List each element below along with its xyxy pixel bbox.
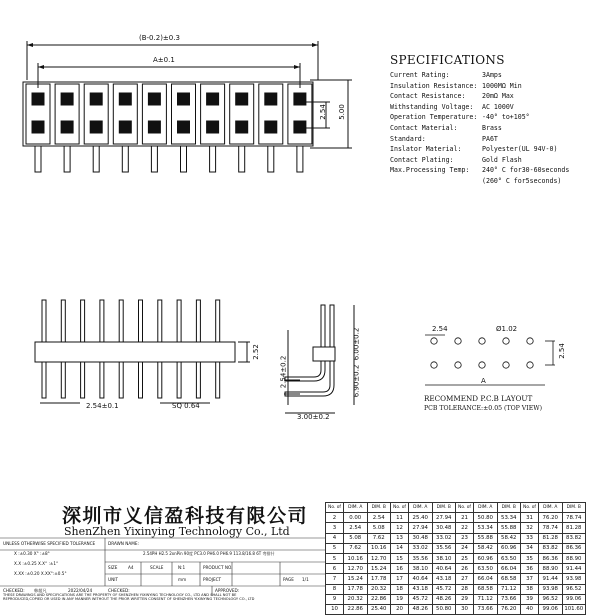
front-pin-lower <box>158 362 162 398</box>
table-cell: 76.20 <box>539 513 563 523</box>
pin-square <box>119 121 131 133</box>
side-lower-dim: 6.90±0.2 <box>352 364 361 398</box>
table-cell: 17.78 <box>344 584 368 594</box>
table-header-cell: DIM. A <box>474 503 498 513</box>
table-cell: 17 <box>391 574 409 584</box>
pcb-hole <box>431 362 437 368</box>
dimension-table <box>325 502 586 615</box>
front-pin-lower <box>100 362 104 398</box>
table-cell: 30.48 <box>409 533 433 543</box>
pin-square <box>148 121 160 133</box>
specifications-title: SPECIFICATIONS <box>390 53 505 67</box>
side-offset-dim: 3.00±0.2 <box>297 413 330 421</box>
page-value: 1/1 <box>302 577 309 582</box>
table-cell: 96.52 <box>539 594 563 604</box>
scale-value: N:1 <box>178 565 186 570</box>
table-cell: 73.66 <box>474 604 498 614</box>
front-pin-upper <box>177 300 181 342</box>
spec-label: Max.Processing Temp: <box>390 166 470 175</box>
pcb-hole <box>527 362 533 368</box>
pcb-row-pitch-dim: 2.54 <box>557 343 566 359</box>
pin-square <box>90 93 102 105</box>
table-cell: 2.54 <box>367 513 391 523</box>
table-cell: 99.06 <box>562 594 586 604</box>
table-cell: 53.34 <box>497 513 521 523</box>
table-cell: 38.10 <box>432 553 456 563</box>
pin-square <box>207 121 219 133</box>
pin-square <box>119 93 131 105</box>
front-pin-upper <box>61 300 65 342</box>
front-pin-lower <box>196 362 200 398</box>
table-cell: 30 <box>456 604 474 614</box>
table-cell: 55.88 <box>497 523 521 533</box>
pcb-hole <box>503 362 509 368</box>
approved-label: APPROVED: <box>215 588 240 593</box>
pin-square <box>294 121 306 133</box>
spec-value: Brass <box>482 123 502 132</box>
front-pin-lower <box>42 362 46 398</box>
table-cell: 29 <box>456 594 474 604</box>
table-cell: 0.00 <box>344 513 368 523</box>
spec-row <box>390 123 600 134</box>
table-cell: 5.08 <box>367 523 391 533</box>
table-cell: 31 <box>521 513 539 523</box>
tolerance-1: X :±0.30 X° :±8° <box>14 551 50 556</box>
spec-label: Insulation Resistance: <box>390 81 478 90</box>
drawn-name: 2.54PH H2.5 2xnPin 90度 PC3.0 PH6.0 PH6.9 113.8/16.8 6T 弯排针 <box>143 551 275 556</box>
table-cell: 27.94 <box>432 513 456 523</box>
table-cell: 45.72 <box>409 594 433 604</box>
spec-extra: (260° C for5seconds) <box>482 176 562 185</box>
checked-by: 韩超凡 <box>34 588 47 593</box>
table-cell: 78.74 <box>562 513 586 523</box>
table-cell: 33 <box>521 533 539 543</box>
table-cell: 15 <box>391 553 409 563</box>
table-cell: 12.70 <box>367 553 391 563</box>
table-cell: 10 <box>326 604 344 614</box>
spec-label: Standard: <box>390 134 426 143</box>
spec-value: Polyester(UL 94V-0) <box>482 145 558 154</box>
table-header-cell: No. of <box>391 503 409 513</box>
table-cell: 21 <box>456 513 474 523</box>
pcb-layout <box>425 335 555 385</box>
table-cell: 4 <box>326 533 344 543</box>
top-view <box>23 41 352 172</box>
front-pin-upper <box>81 300 85 342</box>
side-pitch-dim: 2.54±0.2 <box>279 355 288 389</box>
table-row <box>326 523 586 533</box>
spec-value: 240° C for30-60seconds <box>482 166 570 175</box>
table-cell: 48.26 <box>409 604 433 614</box>
table-cell: 15.24 <box>367 564 391 574</box>
pin-tail <box>297 146 303 172</box>
table-header-cell: DIM. A <box>344 503 368 513</box>
company-name-en: ShenZhen Yixinying Technology Co., Ltd <box>64 525 290 538</box>
pin-tail <box>93 146 99 172</box>
specifications-list <box>390 70 600 187</box>
front-pin-lower <box>61 362 65 398</box>
table-cell: 99.06 <box>539 604 563 614</box>
table-cell: 91.44 <box>562 564 586 574</box>
table-row <box>326 584 586 594</box>
table-row <box>326 604 586 614</box>
tolerance-2: X.X :±0.25 X.X° :±1° <box>14 561 59 566</box>
pcb-hole <box>479 362 485 368</box>
spec-row <box>390 134 600 145</box>
side-view <box>284 305 354 413</box>
front-pin-lower <box>139 362 143 398</box>
front-pitch-dim: 2.54±0.1 <box>86 402 119 410</box>
table-cell: 27.94 <box>409 523 433 533</box>
table-cell: 55.88 <box>474 533 498 543</box>
table-header-cell: No. of <box>326 503 344 513</box>
table-cell: 35 <box>521 553 539 563</box>
table-cell: 93.98 <box>539 584 563 594</box>
pin-square <box>178 121 190 133</box>
project-label: PROJECT <box>203 577 222 582</box>
front-pin-lower <box>216 362 220 398</box>
table-cell: 38 <box>521 584 539 594</box>
table-cell: 40.64 <box>409 574 433 584</box>
table-cell: 11 <box>391 513 409 523</box>
pin-square <box>294 93 306 105</box>
table-cell: 23 <box>456 533 474 543</box>
table-row <box>326 513 586 523</box>
table-cell: 50.80 <box>474 513 498 523</box>
pin-tail <box>122 146 128 172</box>
table-cell: 43.18 <box>432 574 456 584</box>
spec-label: Contact Material: <box>390 123 458 132</box>
table-cell: 5 <box>326 553 344 563</box>
pin-square <box>265 121 277 133</box>
table-cell: 12.70 <box>344 564 368 574</box>
pcb-caption: RECOMMEND P.C.B LAYOUT <box>424 394 533 403</box>
table-row <box>326 574 586 584</box>
pcb-hole <box>431 338 437 344</box>
table-header-cell: No. of <box>521 503 539 513</box>
pin-square <box>236 121 248 133</box>
pin-tail <box>210 146 216 172</box>
pin-tail <box>151 146 157 172</box>
table-cell: 66.04 <box>497 564 521 574</box>
table-cell: 25.40 <box>367 604 391 614</box>
pin-square <box>90 121 102 133</box>
front-pin-lower <box>177 362 181 398</box>
front-pin-upper <box>196 300 200 342</box>
table-cell: 40 <box>521 604 539 614</box>
table-cell: 96.52 <box>562 584 586 594</box>
table-cell: 50.80 <box>432 604 456 614</box>
table-cell: 66.04 <box>474 574 498 584</box>
front-pin-lower <box>81 362 85 398</box>
table-cell: 76.20 <box>497 604 521 614</box>
table-cell: 27 <box>456 574 474 584</box>
table-cell: 63.50 <box>474 564 498 574</box>
table-cell: 81.28 <box>562 523 586 533</box>
pitch-v-dim: 2.54 <box>318 104 327 120</box>
table-cell: 16 <box>391 564 409 574</box>
table-row <box>326 553 586 563</box>
table-cell: 19 <box>391 594 409 604</box>
table-cell: 88.90 <box>562 553 586 563</box>
table-cell: 37 <box>521 574 539 584</box>
table-cell: 22 <box>456 523 474 533</box>
front-insulator-dim: 2.52 <box>251 344 260 360</box>
spec-label: Inslator Material: <box>390 145 462 154</box>
table-cell: 28 <box>456 584 474 594</box>
table-cell: 33.02 <box>409 543 433 553</box>
pin-square <box>32 121 44 133</box>
pcb-hole <box>503 338 509 344</box>
table-cell: 78.74 <box>539 523 563 533</box>
front-pin-upper <box>42 300 46 342</box>
pin-square <box>61 93 73 105</box>
front-sq-dim: SQ 0.64 <box>172 402 200 410</box>
pcb-hole <box>527 338 533 344</box>
table-cell: 30.48 <box>432 523 456 533</box>
front-pin-upper <box>139 300 143 342</box>
table-cell: 9 <box>326 594 344 604</box>
checked-label: CHECKED: <box>3 588 25 593</box>
table-cell: 3 <box>326 523 344 533</box>
pin-tail <box>268 146 274 172</box>
table-cell: 10.16 <box>367 543 391 553</box>
table-cell: 14 <box>391 543 409 553</box>
pin-square <box>178 93 190 105</box>
table-header-cell: DIM. B <box>497 503 521 513</box>
spec-row <box>390 81 600 92</box>
table-cell: 101.60 <box>562 604 586 614</box>
table-cell: 34 <box>521 543 539 553</box>
table-cell: 22.86 <box>367 594 391 604</box>
spec-label: Operation Temperature: <box>390 113 478 122</box>
table-cell: 43.18 <box>409 584 433 594</box>
front-pin-lower <box>119 362 123 398</box>
table-cell: 17.78 <box>367 574 391 584</box>
drawn-name-label: DRAWN NAME: <box>108 541 139 546</box>
spec-row <box>390 165 600 176</box>
spec-row <box>390 112 600 123</box>
spec-value: 20mΩ Max <box>482 92 514 101</box>
company-name-cn: 深圳市义信盈科技有限公司 <box>62 505 309 527</box>
spec-label: Contact Resistance: <box>390 92 466 101</box>
tolerance-3: X.XX :±0.20 X.XX°:±0.5° <box>14 571 67 576</box>
table-header-cell: DIM. A <box>409 503 433 513</box>
spec-value: PA6T <box>482 134 498 143</box>
title-block-grid <box>0 498 325 600</box>
table-cell: 63.50 <box>497 553 521 563</box>
table-header-cell: DIM. B <box>367 503 391 513</box>
spec-label: Contact Plating: <box>390 155 454 164</box>
table-row <box>326 543 586 553</box>
spec-value: Gold Flash <box>482 155 522 164</box>
table-cell: 86.36 <box>539 553 563 563</box>
table-cell: 68.58 <box>474 584 498 594</box>
table-cell: 83.82 <box>539 543 563 553</box>
height-v-dim: 5.00 <box>337 104 346 120</box>
table-cell: 15.24 <box>344 574 368 584</box>
pin-span-dim: A±0.1 <box>153 56 175 64</box>
table-cell: 60.96 <box>474 553 498 563</box>
scale-label: SCALE <box>150 565 164 570</box>
table-cell: 2 <box>326 513 344 523</box>
table-cell: 25 <box>456 553 474 563</box>
table-cell: 53.34 <box>474 523 498 533</box>
table-cell: 8 <box>326 584 344 594</box>
pcb-hole-dim: Ø1.02 <box>496 325 518 333</box>
pin-tail <box>239 146 245 172</box>
table-header-row <box>326 503 586 513</box>
table-header-cell: DIM. B <box>432 503 456 513</box>
table-cell: 40.64 <box>432 564 456 574</box>
unit-value: mm <box>178 577 187 582</box>
table-cell: 5.08 <box>344 533 368 543</box>
table-cell: 7.62 <box>367 533 391 543</box>
side-upper-dim: 6.00±0.2 <box>352 327 361 361</box>
spec-row <box>390 155 600 166</box>
size-label: SIZE <box>108 565 118 570</box>
table-cell: 91.44 <box>539 574 563 584</box>
pin-tail <box>181 146 187 172</box>
table-cell: 71.12 <box>474 594 498 604</box>
table-cell: 86.36 <box>562 543 586 553</box>
table-cell: 39 <box>521 594 539 604</box>
table-cell: 20.32 <box>344 594 368 604</box>
pcb-pitch-dim: 2.54 <box>432 325 448 333</box>
spec-value: 3Amps <box>482 71 502 79</box>
spec-label: Current Rating: <box>390 71 450 79</box>
table-cell: 7.62 <box>344 543 368 553</box>
pin-tail <box>64 146 70 172</box>
table-cell: 10.16 <box>344 553 368 563</box>
table-cell: 68.58 <box>497 574 521 584</box>
size-value: A4 <box>128 565 134 570</box>
table-cell: 13 <box>391 533 409 543</box>
front-view <box>35 300 250 403</box>
spec-value: 1000MΩ Min <box>482 81 522 90</box>
pcb-a-dim: A <box>481 377 486 385</box>
table-cell: 88.90 <box>539 564 563 574</box>
table-cell: 18 <box>391 584 409 594</box>
table-cell: 36 <box>521 564 539 574</box>
table-cell: 25.40 <box>409 513 433 523</box>
pcb-tolerance: PCB TOLERANCE:±0.05 (TOP VIEW) <box>424 405 542 412</box>
table-cell: 58.42 <box>474 543 498 553</box>
table-header-cell: No. of <box>456 503 474 513</box>
front-pin-upper <box>216 300 220 342</box>
table-cell: 2.54 <box>344 523 368 533</box>
pin-square <box>236 93 248 105</box>
table-cell: 20.32 <box>367 584 391 594</box>
disclaimer-line-1: THESE DRAWINGS AND SPECIFICATIONS ARE THE PROPERTY OF SHENZHEN YIXINYING TECHNOLOGY CO., LTD AND SHALL NOT BE <box>3 593 237 597</box>
table-cell: 35.56 <box>409 553 433 563</box>
table-cell: 6 <box>326 564 344 574</box>
table-cell: 26 <box>456 564 474 574</box>
pcb-hole <box>455 362 461 368</box>
table-row <box>326 564 586 574</box>
pcb-hole <box>455 338 461 344</box>
table-cell: 20 <box>391 604 409 614</box>
pin-square <box>61 121 73 133</box>
spec-row <box>390 144 600 155</box>
pin-square <box>207 93 219 105</box>
table-cell: 5 <box>326 543 344 553</box>
table-cell: 12 <box>391 523 409 533</box>
table-cell: 48.26 <box>432 594 456 604</box>
table-cell: 71.12 <box>497 584 521 594</box>
spec-value: AC 1000V <box>482 102 514 111</box>
product-label: PRODUCT NO. <box>203 565 233 570</box>
front-pin-upper <box>158 300 162 342</box>
table-cell: 58.42 <box>497 533 521 543</box>
table-cell: 33.02 <box>432 533 456 543</box>
overall-width-dim: (B-0.2)±0.3 <box>139 34 180 42</box>
table-header-cell: DIM. A <box>539 503 563 513</box>
table-row <box>326 533 586 543</box>
table-cell: 22.86 <box>344 604 368 614</box>
spec-row <box>390 91 600 102</box>
tolerance-title: UNLESS OTHERWISE SPECIFIED TOLERANCE <box>3 541 96 546</box>
pin-square <box>265 93 277 105</box>
page-label: PAGE <box>283 577 294 582</box>
spec-row <box>390 70 600 81</box>
pin-square <box>32 93 44 105</box>
spec-label: Withstanding Voltage: <box>390 102 474 111</box>
table-cell: 7 <box>326 574 344 584</box>
table-cell: 73.66 <box>497 594 521 604</box>
table-cell: 35.56 <box>432 543 456 553</box>
pin-tail <box>35 146 41 172</box>
table-cell: 32 <box>521 523 539 533</box>
pcb-hole <box>479 338 485 344</box>
table-row <box>326 594 586 604</box>
checked2-label: CHECKED: <box>108 588 130 593</box>
pin-square <box>148 93 160 105</box>
spec-row <box>390 102 600 113</box>
table-cell: 24 <box>456 543 474 553</box>
table-cell: 60.96 <box>497 543 521 553</box>
front-pin-upper <box>119 300 123 342</box>
table-cell: 45.72 <box>432 584 456 594</box>
table-cell: 83.82 <box>562 533 586 543</box>
disclaimer-line-2: REPRODUCED,COPIED OR USED IN ANY MANNER WITHOUT THE PRIOR WRITTEN CONSENT OF SHENZHEN YIXINYING TECHNOLOGY CO., LTD <box>3 597 255 601</box>
unit-label: UNIT <box>108 577 118 582</box>
table-header-cell: DIM. B <box>562 503 586 513</box>
check-date: 2022/04/24 <box>68 588 93 593</box>
spec-value: -40° to+105° <box>482 113 530 122</box>
table-cell: 81.28 <box>539 533 563 543</box>
front-pin-upper <box>100 300 104 342</box>
table-cell: 38.10 <box>409 564 433 574</box>
table-cell: 93.98 <box>562 574 586 584</box>
